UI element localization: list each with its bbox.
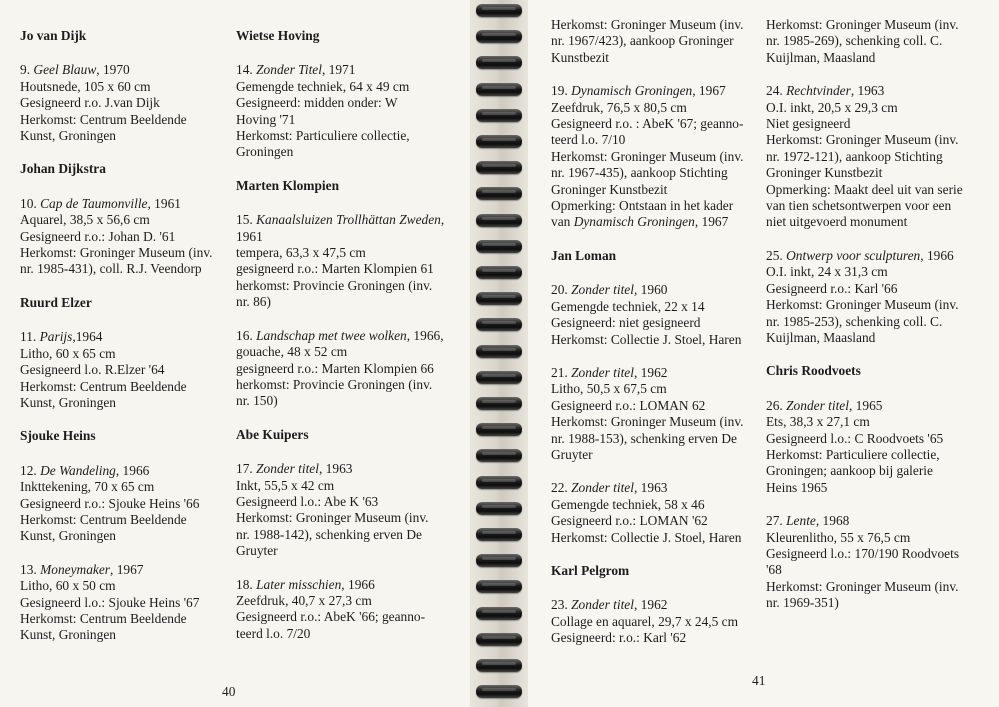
catalog-entry: [551, 83, 746, 231]
binding-ring: [476, 607, 522, 620]
catalog-entry: [20, 463, 215, 545]
entry-year: , 1962: [633, 597, 668, 613]
entry-number: 24.: [766, 83, 783, 99]
entry-line: nr. 1967-435), aankoop Stichting: [551, 165, 728, 181]
entry-line: Herkomst: Groninger Museum (inv.: [236, 510, 429, 526]
entry-line: Herkomst: Groninger Museum (inv.: [551, 148, 744, 164]
entry-title-line: [236, 461, 441, 477]
entry-title: Zonder titel: [571, 597, 634, 613]
entry-number: 25.: [766, 247, 783, 263]
entry-title: Kanaalsluizen Trollhättan Zweden: [256, 212, 441, 228]
binding-ring: [476, 30, 522, 43]
entry-line: Ets, 38,3 x 27,1 cm: [766, 414, 870, 430]
entry-line: Herkomst: Collectie J. Stoel, Haren: [551, 331, 742, 347]
binding-ring: [476, 214, 522, 227]
binding-ring: [476, 476, 522, 489]
binding-ring: [476, 554, 522, 567]
entry-line: '68: [766, 562, 782, 578]
artist-heading: Chris Roodvoets: [766, 363, 861, 379]
entry-title: Ontwerp voor sculpturen: [786, 247, 921, 263]
entry-line: Groningen; aankoop bij galerie: [766, 463, 933, 479]
binding-ring: [476, 109, 522, 122]
entry-number: 16.: [236, 327, 253, 343]
entry-line: Groninger Kunstbezit: [766, 165, 883, 181]
entry-line: nr. 1988-142), schenking erven De: [236, 526, 422, 542]
entry-number: 20.: [551, 282, 568, 298]
entry-number: 26.: [766, 397, 783, 413]
entry-title-line: [551, 480, 746, 496]
entry-title: Parijs: [39, 329, 73, 345]
binding-ring: [476, 318, 522, 331]
entry-title-line: [20, 196, 215, 212]
artist-heading: Jo van Dijk: [20, 28, 87, 43]
entry-line: Kunst, Groningen: [20, 128, 116, 144]
entry-number: 22.: [551, 480, 568, 496]
entry-line: Gemengde techniek, 58 x 46: [551, 496, 705, 512]
entry-line: 1961: [236, 228, 263, 244]
entry-line: Gesigneerd r.o.: Johan D. '61: [20, 228, 176, 244]
entry-line: teerd l.o. 7/10: [551, 132, 626, 148]
catalog-column: [551, 17, 746, 664]
entry-number: 17.: [236, 461, 253, 477]
entry-line: Gesigneerd r.o. : AbeK '67; geanno-: [551, 116, 744, 132]
binding-ring: [476, 266, 522, 279]
entry-year: , 1966: [115, 462, 150, 478]
catalog-entry: [766, 83, 971, 231]
entry-title: Zonder titel: [256, 461, 319, 477]
entry-line: Kunst, Groningen: [20, 394, 116, 410]
entry-year: , 1968: [815, 513, 850, 529]
entry-line: Herkomst: Groninger Museum (inv.: [551, 17, 744, 32]
entry-title: Moneymaker: [40, 561, 111, 577]
entry-continuation: [766, 17, 971, 66]
artist-heading: Sjouke Heins: [20, 428, 96, 444]
entry-line: Aquarel, 38,5 x 56,6 cm: [20, 212, 150, 228]
binding-ring: [476, 161, 522, 174]
entry-number: 21.: [551, 364, 568, 380]
entry-line: Inkttekening, 70 x 65 cm: [20, 479, 155, 495]
entry-title: Zonder Titel: [256, 62, 322, 78]
binding-ring: [476, 580, 522, 593]
entry-year: , 1966: [341, 576, 375, 592]
entry-line: Collage en aquarel, 29,7 x 24,5 cm: [551, 613, 739, 629]
entry-line: gouache, 48 x 52 cm: [236, 344, 348, 360]
entry-year: , 1965: [848, 397, 883, 413]
entry-year: , 1961: [147, 195, 181, 211]
entry-line: Gesigneerd l.o.: C Roodvoets '65: [766, 430, 944, 446]
entry-title: Zonder titel: [571, 480, 634, 496]
catalog-entry: [236, 212, 445, 310]
entry-title-line: [236, 327, 444, 344]
binding-ring: [476, 528, 522, 541]
entry-line: nr. 86): [236, 294, 271, 310]
entry-title-line: [236, 212, 445, 228]
entry-line: Zeefdruk, 40,7 x 27,3 cm: [236, 592, 372, 608]
catalog-column: [236, 28, 445, 659]
artist-heading: Ruurd Elzer: [20, 294, 92, 310]
entry-line: Inkt, 55,5 x 42 cm: [236, 477, 335, 493]
entry-line: Gesigneerd r.o.: Karl '66: [766, 280, 898, 296]
entry-year: ,1964: [72, 329, 103, 345]
entry-number: 27.: [766, 513, 783, 529]
catalog-entry: [20, 196, 215, 278]
entry-title: Zonder titel: [571, 364, 634, 380]
entry-year: , 1963: [850, 83, 885, 99]
entry-line: Herkomst: Particuliere collectie,: [236, 128, 410, 144]
entry-line: Kunstbezit: [551, 49, 610, 65]
catalog-entry: [236, 461, 441, 559]
entry-line: nr. 1985-431), coll. R.J. Veendorp: [20, 261, 202, 277]
binding-ring: [476, 345, 522, 358]
binding-ring: [476, 659, 522, 672]
catalog-entry: [20, 62, 215, 144]
entry-line: herkomst: Provincie Groningen (inv.: [236, 376, 433, 392]
binding-ring: [476, 187, 522, 200]
entry-line: Gesigneerd: midden onder: W: [236, 95, 398, 111]
catalog-entry: [766, 513, 971, 611]
entry-title-line: [20, 562, 215, 578]
binding-ring: [476, 292, 522, 305]
catalog-entry: [766, 248, 971, 346]
entry-line: teerd l.o. 7/20: [236, 625, 311, 641]
entry-line: Kuijlman, Maasland: [766, 329, 876, 345]
entry-line: nr. 150): [236, 393, 278, 409]
entry-line: Herkomst: Centrum Beeldende: [20, 610, 187, 626]
entry-title-line: [766, 513, 971, 529]
entry-line: Gesigneerd r.o.: Sjouke Heins '66: [20, 495, 200, 511]
entry-line: nr. 1972-121), aankoop Stichting: [766, 148, 943, 164]
binding-ring: [476, 83, 522, 96]
entry-title-line: [551, 282, 746, 298]
catalog-entry: [551, 480, 746, 546]
entry-title: Rechtvinder: [786, 83, 851, 99]
entry-title: Zonder titel: [571, 282, 634, 298]
entry-year: , 1962: [633, 364, 668, 380]
entry-line: Litho, 50,5 x 67,5 cm: [551, 381, 667, 397]
page-number: 41: [752, 673, 766, 688]
binding-ring: [476, 4, 522, 17]
entry-line: Gemengde techniek, 22 x 14: [551, 298, 705, 314]
entry-line: Kunst, Groningen: [20, 528, 116, 544]
binding-ring: [476, 371, 522, 384]
entry-title-line: [551, 597, 746, 613]
entry-year: , 1967: [110, 561, 144, 577]
entry-number: 15.: [236, 212, 253, 228]
entry-line: Herkomst: Groninger Museum (inv.: [20, 245, 213, 261]
entry-number: 12.: [20, 462, 37, 478]
entry-title: Cap de Taumonville: [40, 195, 148, 211]
entry-line: Herkomst: Particuliere collectie,: [766, 446, 940, 462]
entry-line: Herkomst: Collectie J. Stoel, Haren: [551, 529, 742, 545]
entry-year: , 1967: [694, 214, 729, 230]
entry-line: Kunst, Groningen: [20, 627, 116, 643]
entry-title: De Wandeling: [40, 462, 116, 478]
entry-line: Gesigneerd r.o.: LOMAN 62: [551, 397, 706, 413]
entry-title: Geel Blauw: [33, 62, 97, 78]
entry-number: 10.: [20, 195, 37, 211]
artist-heading: Jan Loman: [551, 247, 617, 263]
entry-line: O.I. inkt, 20,5 x 29,3 cm: [766, 99, 898, 115]
entry-line: Kuijlman, Maasland: [766, 49, 876, 65]
entry-line: nr. 1985-253), schenking coll. C.: [766, 313, 943, 329]
entry-line: Gesigneerd l.o.: 170/190 Roodvoets: [766, 545, 960, 561]
entry-line: nr. 1988-153), schenking erven De: [551, 430, 737, 446]
entry-line: Kleurenlitho, 55 x 76,5 cm: [766, 529, 911, 545]
artist-heading: Abe Kuipers: [236, 426, 309, 442]
entry-line: Herkomst: Groninger Museum (inv.: [766, 17, 959, 32]
entry-title: Landschap met twee wolken: [256, 327, 407, 343]
entry-line: Gesigneerd r.o.: AbeK '66; geanno-: [236, 609, 426, 625]
entry-line: Herkomst: Centrum Beeldende: [20, 378, 187, 394]
entry-year: , 1963: [633, 480, 668, 496]
catalog-entry: [236, 577, 441, 643]
binding-ring: [476, 423, 522, 436]
entry-line: Litho, 60 x 50 cm: [20, 578, 116, 594]
entry-title: Zonder titel: [786, 397, 849, 413]
entry-year: , 1967: [692, 83, 726, 99]
entry-line: O.I. inkt, 24 x 31,3 cm: [766, 264, 888, 280]
catalog-entry: [20, 562, 215, 644]
catalog-entry: [766, 398, 971, 496]
entry-line: Gruyter: [236, 543, 278, 559]
entry-number: 18.: [236, 576, 253, 592]
entry-line: Gesigneerd: niet gesigneerd: [551, 315, 701, 331]
catalog-entry: [236, 62, 441, 160]
entry-year: , 1966,: [406, 327, 444, 343]
entry-number: 14.: [236, 62, 253, 78]
entry-line: nr. 1985-269), schenking coll. C.: [766, 33, 943, 49]
entry-year: , 1966: [920, 247, 954, 263]
entry-year: , 1963: [318, 461, 353, 477]
catalog-column: [766, 17, 971, 629]
binding-ring: [476, 633, 522, 646]
entry-title-line: [766, 398, 971, 414]
entry-year: , 1960: [633, 282, 668, 298]
entry-line: van tien schetsontwerpen voor een: [766, 198, 952, 214]
entry-line: tempera, 63,3 x 47,5 cm: [236, 245, 366, 261]
entry-line: Gesigneerd r.o. J.van Dijk: [20, 95, 160, 111]
entry-line: Groninger Kunstbezit: [551, 181, 668, 197]
entry-line: Herkomst: Groninger Museum (inv.: [551, 414, 744, 430]
entry-line: Gruyter: [551, 446, 593, 462]
entry-line: Niet gesigneerd: [766, 116, 851, 132]
entry-title: Dynamisch Groningen: [571, 83, 693, 99]
catalog-column: [20, 28, 215, 661]
artist-heading: Johan Dijkstra: [20, 161, 106, 177]
entry-number: 9.: [20, 62, 31, 78]
entry-line: nr. 1967/423), aankoop Groninger: [551, 33, 734, 49]
entry-line: Gesigneerd l.o. R.Elzer '64: [20, 362, 165, 378]
artist-heading: Karl Pelgrom: [551, 562, 630, 578]
entry-line: Groningen: [236, 144, 294, 160]
entry-line: Herkomst: Groninger Museum (inv.: [766, 132, 959, 148]
entry-text: van: [551, 214, 574, 230]
entry-number: 19.: [551, 83, 568, 99]
entry-title-line: [766, 248, 971, 264]
entry-title-line: [551, 365, 746, 381]
binding-ring: [476, 502, 522, 515]
entry-title: Dynamisch Groningen: [573, 214, 695, 230]
page-number: 40: [222, 684, 236, 699]
entry-number: 23.: [551, 597, 568, 613]
entry-line: Opmerking: Maakt deel uit van serie: [766, 181, 963, 197]
entry-line: Herkomst: Centrum Beeldende: [20, 511, 187, 527]
artist-heading: Wietse Hoving: [236, 28, 320, 43]
entry-line: Opmerking: Ontstaan in het kader: [551, 198, 734, 214]
entry-title-line: [20, 62, 215, 78]
entry-year: ,: [440, 212, 445, 228]
entry-line: Zeefdruk, 76,5 x 80,5 cm: [551, 99, 687, 115]
entry-year: , 1971: [321, 62, 356, 78]
entry-line: Gesigneerd r.o.: LOMAN '62: [551, 513, 708, 529]
entry-line: gesigneerd r.o.: Marten Klompien 66: [236, 360, 434, 376]
artist-heading: Marten Klompien: [236, 177, 340, 193]
entry-line: Hoving '71: [236, 111, 296, 127]
entry-year: , 1970: [96, 62, 130, 78]
entry-number: 13.: [20, 561, 37, 577]
entry-line: Houtsnede, 105 x 60 cm: [20, 78, 151, 94]
entry-continuation: [551, 17, 746, 66]
binding-ring: [476, 449, 522, 462]
entry-title-line: [551, 83, 746, 99]
binding-ring: [476, 56, 522, 69]
entry-title: Later misschien: [256, 576, 342, 592]
entry-number: 11.: [20, 329, 37, 345]
binding-ring: [476, 397, 522, 410]
entry-title-line: [20, 463, 215, 479]
entry-line: Herkomst: Groninger Museum (inv.: [766, 297, 959, 313]
entry-line: [551, 214, 746, 230]
catalog-entry: [551, 597, 746, 646]
entry-line: Gesigneerd l.o.: Sjouke Heins '67: [20, 594, 200, 610]
entry-title-line: [236, 577, 441, 593]
entry-line: gesigneerd r.o.: Marten Klompien 61: [236, 261, 434, 277]
entry-line: Gesigneerd: r.o.: Karl '62: [551, 630, 687, 646]
entry-title: Lente: [786, 513, 816, 529]
entry-line: niet uitgevoerd monument: [766, 214, 908, 230]
entry-line: Gesigneerd l.o.: Abe K '63: [236, 493, 379, 509]
entry-line: herkomst: Provincie Groningen (inv.: [236, 277, 433, 293]
entry-title-line: [236, 62, 441, 78]
entry-line: Litho, 60 x 65 cm: [20, 345, 116, 361]
entry-title-line: [20, 329, 215, 345]
entry-title-line: [766, 83, 971, 99]
binding-ring: [476, 240, 522, 253]
catalog-entry: [236, 327, 444, 410]
entry-line: Gemengde techniek, 64 x 49 cm: [236, 78, 410, 94]
entry-line: nr. 1969-351): [766, 595, 839, 611]
catalog-entry: [20, 329, 215, 411]
binding-ring: [476, 685, 522, 698]
binding-ring: [476, 135, 522, 148]
catalog-entry: [551, 365, 746, 463]
entry-line: Herkomst: Centrum Beeldende: [20, 111, 187, 127]
entry-line: Herkomst: Groninger Museum (inv.: [766, 578, 959, 594]
entry-line: Heins 1965: [766, 479, 828, 495]
catalog-entry: [551, 282, 746, 348]
